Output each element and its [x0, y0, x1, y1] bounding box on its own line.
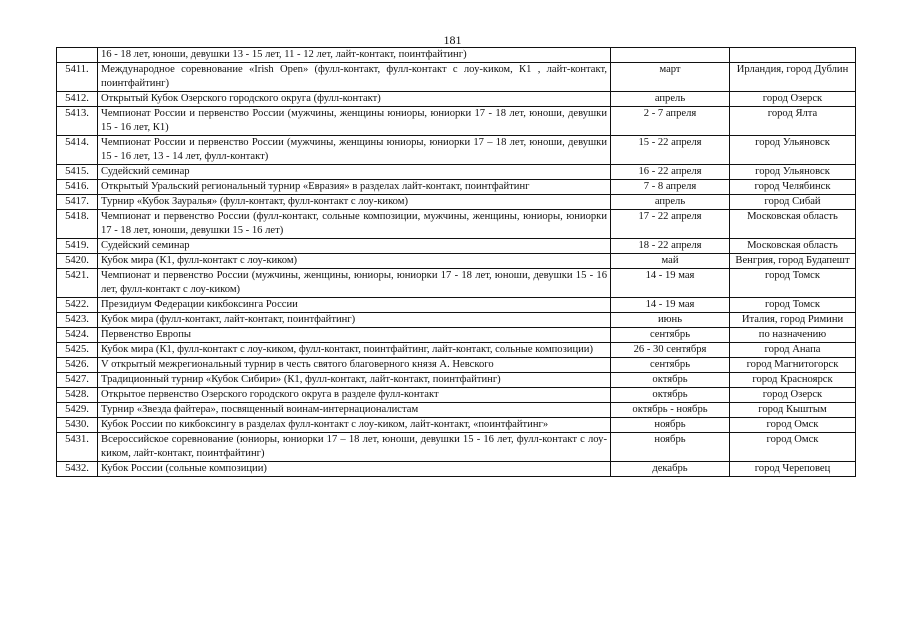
event-place-cell: город Омск	[730, 418, 856, 433]
event-place-cell: город Томск	[730, 298, 856, 313]
table-row	[57, 180, 856, 195]
event-date-cell: ноябрь	[611, 433, 730, 462]
event-date-cell: май	[611, 254, 730, 269]
event-place-cell: город Ульяновск	[730, 136, 856, 165]
event-number-cell: 5419.	[57, 239, 98, 254]
table-row	[57, 388, 856, 403]
event-place-cell: по назначению	[730, 328, 856, 343]
event-place-cell: Италия, город Римини	[730, 313, 856, 328]
event-description-cell: Турнир «Кубок Зауралья» (фулл-контакт, фулл-контакт с лоу-киком)	[98, 195, 611, 210]
event-date-cell: 14 - 19 мая	[611, 269, 730, 298]
event-place-cell: город Озерск	[730, 92, 856, 107]
event-description-cell: Первенство Европы	[98, 328, 611, 343]
event-description-cell: Международное соревнование «Irish Open» (фулл-контакт, фулл-контакт с лоу-киком, К1 , лайт-контакт, поинтфайтинг)	[98, 63, 611, 92]
event-number-cell: 5416.	[57, 180, 98, 195]
event-place-cell: город Красноярск	[730, 373, 856, 388]
event-description-cell: 16 - 18 лет, юноши, девушки 13 - 15 лет, 11 - 12 лет, лайт-контакт, поинтфайтинг)	[98, 48, 611, 63]
table-row	[57, 298, 856, 313]
event-date-cell: 18 - 22 апреля	[611, 239, 730, 254]
event-number-cell: 5425.	[57, 343, 98, 358]
event-date-cell: март	[611, 63, 730, 92]
event-date-cell: 14 - 19 мая	[611, 298, 730, 313]
table-row	[57, 254, 856, 269]
event-place-cell: город Ялта	[730, 107, 856, 136]
event-description-cell: Открытый Уральский региональный турнир «Евразия» в разделах лайт-контакт, поинтфайтинг	[98, 180, 611, 195]
event-description-cell: Чемпионат и первенство России (фулл-контакт, сольные композиции, мужчины, женщины, юниоры, юниорки 17 - 18 лет, юноши, девушки 15 - 16 лет)	[98, 210, 611, 239]
event-place-cell: город Томск	[730, 269, 856, 298]
event-date-cell: октябрь	[611, 373, 730, 388]
event-description-cell: V открытый межрегиональный турнир в честь святого благоверного князя А. Невского	[98, 358, 611, 373]
table-row	[57, 63, 856, 92]
event-number-cell: 5414.	[57, 136, 98, 165]
event-date-cell: сентябрь	[611, 328, 730, 343]
table-row	[57, 328, 856, 343]
table-row	[57, 107, 856, 136]
event-date-cell: октябрь	[611, 388, 730, 403]
event-date-cell: октябрь - ноябрь	[611, 403, 730, 418]
event-description-cell: Чемпионат России и первенство России (мужчины, женщины юниоры, юниорки 17 - 18 лет, юноши, девушки 15 - 16 лет, К1)	[98, 107, 611, 136]
event-place-cell: Московская область	[730, 210, 856, 239]
event-number-cell: 5432.	[57, 462, 98, 477]
events-table	[56, 47, 856, 477]
event-date-cell: 2 - 7 апреля	[611, 107, 730, 136]
event-number-cell: 5422.	[57, 298, 98, 313]
event-number-cell: 5421.	[57, 269, 98, 298]
event-description-cell: Всероссийское соревнование (юниоры, юниорки 17 – 18 лет, юноши, девушки 15 - 16 лет, фулл-контакт с лоу-киком, лайт-контакт, поинтфайтинг)	[98, 433, 611, 462]
event-number-cell: 5420.	[57, 254, 98, 269]
event-date-cell	[611, 48, 730, 63]
event-number-cell: 5431.	[57, 433, 98, 462]
event-description-cell: Открытый Кубок Озерского городского округа (фулл-контакт)	[98, 92, 611, 107]
event-date-cell: декабрь	[611, 462, 730, 477]
event-date-cell: 7 - 8 апреля	[611, 180, 730, 195]
event-place-cell: город Череповец	[730, 462, 856, 477]
table-row	[57, 358, 856, 373]
table-row	[57, 313, 856, 328]
event-number-cell: 5424.	[57, 328, 98, 343]
event-description-cell: Судейский семинар	[98, 239, 611, 254]
event-number-cell: 5428.	[57, 388, 98, 403]
table-row	[57, 433, 856, 462]
table-row	[57, 462, 856, 477]
event-description-cell: Традиционный турнир «Кубок Сибири» (К1, фулл-контакт, лайт-контакт, поинтфайтинг)	[98, 373, 611, 388]
event-date-cell: 17 - 22 апреля	[611, 210, 730, 239]
table-row	[57, 92, 856, 107]
event-description-cell: Кубок России (сольные композиции)	[98, 462, 611, 477]
table-row	[57, 165, 856, 180]
event-description-cell: Судейский семинар	[98, 165, 611, 180]
table-row	[57, 269, 856, 298]
event-place-cell: город Кыштым	[730, 403, 856, 418]
event-description-cell: Кубок России по кикбоксингу в разделах фулл-контакт с лоу-киком, лайт-контакт, «поинтфайтинг»	[98, 418, 611, 433]
event-date-cell: июнь	[611, 313, 730, 328]
table-row	[57, 239, 856, 254]
event-number-cell: 5423.	[57, 313, 98, 328]
event-date-cell: сентябрь	[611, 358, 730, 373]
event-place-cell: город Омск	[730, 433, 856, 462]
table-row	[57, 210, 856, 239]
event-place-cell: город Сибай	[730, 195, 856, 210]
table-row	[57, 195, 856, 210]
event-number-cell: 5411.	[57, 63, 98, 92]
event-date-cell: 26 - 30 сентября	[611, 343, 730, 358]
event-date-cell: 16 - 22 апреля	[611, 165, 730, 180]
event-description-cell: Открытое первенство Озерского городского округа в разделе фулл-контакт	[98, 388, 611, 403]
event-number-cell: 5426.	[57, 358, 98, 373]
event-date-cell: апрель	[611, 92, 730, 107]
table-row	[57, 343, 856, 358]
event-date-cell: 15 - 22 апреля	[611, 136, 730, 165]
event-number-cell: 5418.	[57, 210, 98, 239]
event-description-cell: Президиум Федерации кикбоксинга России	[98, 298, 611, 313]
event-date-cell: апрель	[611, 195, 730, 210]
event-place-cell: Ирландия, город Дублин	[730, 63, 856, 92]
event-number-cell: 5412.	[57, 92, 98, 107]
event-description-cell: Чемпионат и первенство России (мужчины, женщины, юниоры, юниорки 17 - 18 лет, юноши, девушки 15 - 16 лет, фулл-контакт с лоу-киком)	[98, 269, 611, 298]
event-number-cell: 5429.	[57, 403, 98, 418]
event-place-cell: город Ульяновск	[730, 165, 856, 180]
table-row	[57, 403, 856, 418]
event-place-cell	[730, 48, 856, 63]
table-row	[57, 373, 856, 388]
event-description-cell: Кубок мира (К1, фулл-контакт с лоу-киком, фулл-контакт, поинтфайтинг, лайт-контакт, сольные композиции)	[98, 343, 611, 358]
event-number-cell: 5415.	[57, 165, 98, 180]
event-description-cell: Турнир «Звезда файтера», посвященный воинам-интернационалистам	[98, 403, 611, 418]
event-number-cell: 5417.	[57, 195, 98, 210]
table-row	[57, 418, 856, 433]
event-place-cell: город Озерск	[730, 388, 856, 403]
event-place-cell: Венгрия, город Будапешт	[730, 254, 856, 269]
event-place-cell: город Анапа	[730, 343, 856, 358]
event-number-cell: 5413.	[57, 107, 98, 136]
events-table-body	[57, 48, 856, 477]
event-number-cell: 5430.	[57, 418, 98, 433]
event-number-cell	[57, 48, 98, 63]
event-number-cell: 5427.	[57, 373, 98, 388]
page-number: 181	[443, 33, 462, 47]
event-description-cell: Кубок мира (фулл-контакт, лайт-контакт, поинтфайтинг)	[98, 313, 611, 328]
event-description-cell: Кубок мира (К1, фулл-контакт с лоу-киком)	[98, 254, 611, 269]
table-row	[57, 136, 856, 165]
event-place-cell: Московская область	[730, 239, 856, 254]
event-place-cell: город Магнитогорск	[730, 358, 856, 373]
table-row	[57, 48, 856, 63]
event-date-cell: ноябрь	[611, 418, 730, 433]
event-place-cell: город Челябинск	[730, 180, 856, 195]
event-description-cell: Чемпионат России и первенство России (мужчины, женщины юниоры, юниорки 17 – 18 лет, юноши, девушки 15 - 16 лет, 13 - 14 лет, фулл-контакт)	[98, 136, 611, 165]
